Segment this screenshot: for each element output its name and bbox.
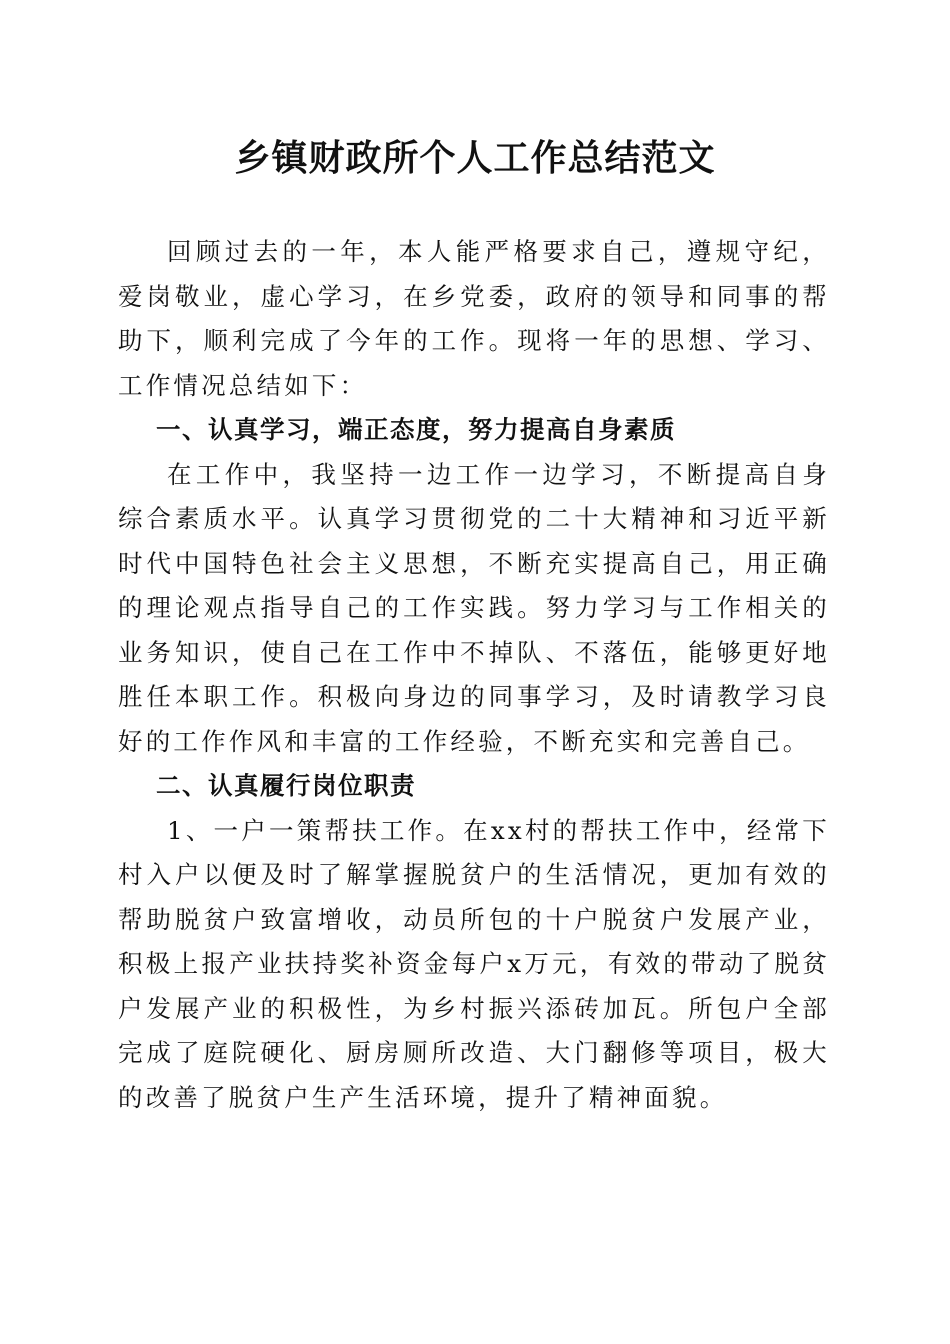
section-1-heading: 一、认真学习，端正态度，努力提高自身素质 bbox=[155, 415, 676, 444]
document-body bbox=[118, 230, 830, 1120]
section-1-paragraph: 在工作中，我坚持一边工作一边学习，不断提高自身综合素质水平。认真学习贯彻党的二十大精神和习近平新时代中国特色社会主义思想，不断充实提高自己，用正确的理论观点指导自己的工作实践。努力学习与工作相关的业务知识，使自己在工作中不掉队、不落伍，能够更好地胜任本职工作。积极向身边的同事学习，及时请教学习良好的工作作风和丰富的工作经验，不断充实和完善自己。 bbox=[118, 459, 830, 756]
document-title: 乡镇财政所个人工作总结范文 bbox=[234, 137, 716, 179]
section-2-paragraph: 1、一户一策帮扶工作。在xx村的帮扶工作中，经常下村入户以便及时了解掌握脱贫户的生活情况，更加有效的帮助脱贫户致富增收，动员所包的十户脱贫户发展产业，积极上报产业扶持奖补资金每户x万元，有效的带动了脱贫户发展产业的积极性，为乡村振兴添砖加瓦。所包户全部完成了庭院硬化、厨房厕所改造、大门翻修等项目，极大的改善了脱贫户生产生活环境，提升了精神面貌。 bbox=[118, 815, 830, 1112]
section-2-heading: 二、认真履行岗位职责 bbox=[155, 771, 416, 800]
intro-paragraph: 回顾过去的一年，本人能严格要求自己，遵规守纪，爱岗敬业，虚心学习，在乡党委，政府的领导和同事的帮助下，顺利完成了今年的工作。现将一年的思想、学习、工作情况总结如下： bbox=[118, 237, 830, 400]
